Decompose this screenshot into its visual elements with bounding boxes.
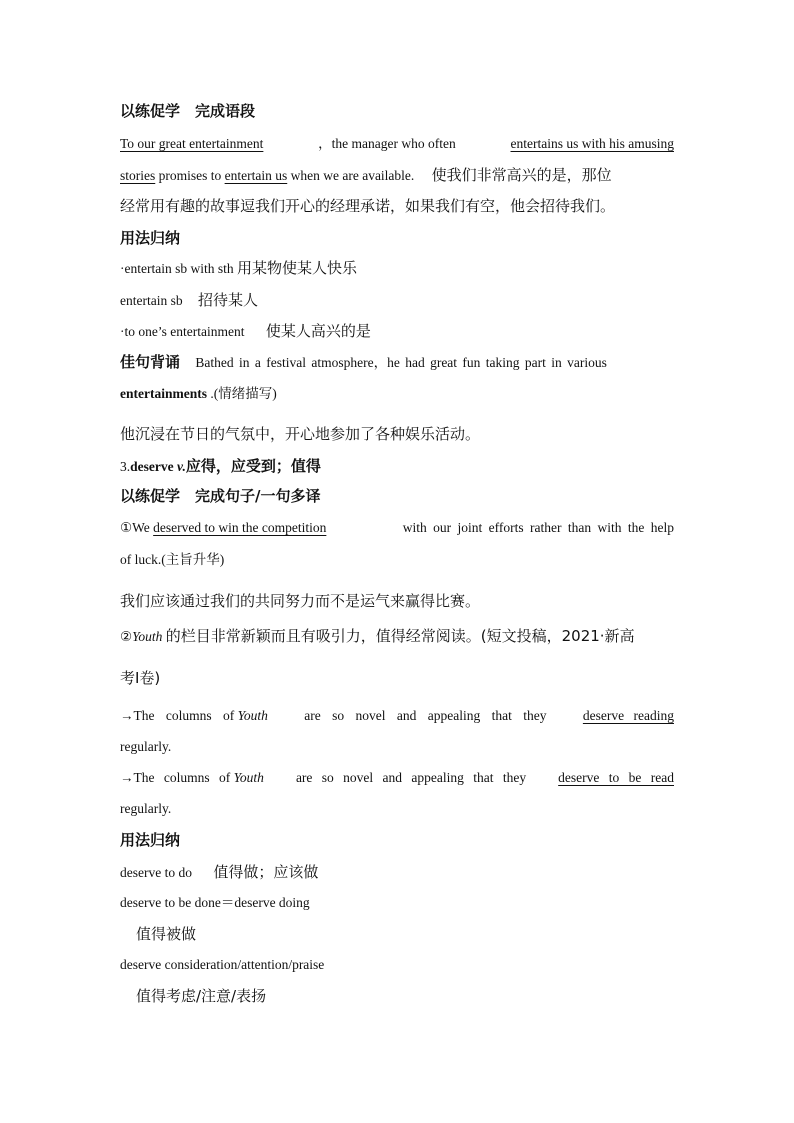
translation-text: 我们应该通过我们的共同努力而不是运气来赢得比赛。 <box>120 592 481 610</box>
practice-heading: 以练促学 完成语段 <box>120 102 256 120</box>
text-run: ，the manager who often <box>318 136 456 151</box>
translation-text: 考Ⅰ卷) <box>120 669 161 687</box>
usage-en: deserve to be done＝deserve doing <box>120 895 310 910</box>
usage-en: deserve consideration/attention/praise <box>120 957 325 972</box>
exercise-line: of luck.(主旨升华) <box>120 552 225 567</box>
text-run: .(情绪描写) <box>210 386 277 401</box>
title-italic: Youth <box>237 708 268 723</box>
usage-cn: 用某物使某人快乐 <box>236 259 357 277</box>
usage-item <box>120 290 258 311</box>
translation-text: 使我们非常高兴的是，那位 <box>431 166 612 184</box>
usage-cn: 值得做；应该做 <box>213 863 319 881</box>
key-word: entertainments <box>120 386 207 401</box>
paragraph-line <box>120 165 674 186</box>
answer-blank: deserve to be read <box>558 770 674 785</box>
practice-heading: 以练促学 完成句子/一句多译 <box>120 487 321 505</box>
usage-item <box>120 862 318 883</box>
text-run: with our joint efforts rather than with the help <box>402 520 674 535</box>
text-run: ①We <box>120 520 150 535</box>
entry-number: 3. <box>120 459 131 474</box>
text-run: are so novel and appealing that they <box>295 770 527 785</box>
usage-heading: 用法归纳 <box>120 229 181 247</box>
good-sentence <box>120 352 674 373</box>
usage-en: ·to one’s entertainment <box>120 324 245 339</box>
exercise-line <box>120 518 674 538</box>
answer-blank: deserve reading <box>582 708 674 723</box>
text-run: →The columns of <box>120 770 231 785</box>
exercise-line <box>120 626 680 647</box>
usage-en: entertain sb <box>120 293 183 308</box>
usage-en: ·entertain sb with sth <box>120 261 234 276</box>
text-run: regularly. <box>120 801 172 816</box>
title-italic: Youth <box>132 629 163 644</box>
usage-item <box>120 321 371 342</box>
usage-cn: 招待某人 <box>197 291 258 309</box>
entry-meaning: 应得，应受到；值得 <box>185 457 321 475</box>
usage-item <box>120 258 357 279</box>
answer-blank: entertains us with his amusing <box>510 136 674 151</box>
text-run: regularly. <box>120 739 172 754</box>
usage-cn: 值得被做 <box>136 925 197 943</box>
title-italic: Youth <box>233 770 264 785</box>
rewrite-line <box>120 706 674 726</box>
usage-cn: 值得考虑/注意/表扬 <box>136 987 267 1005</box>
usage-cn: 使某人高兴的是 <box>265 322 371 340</box>
answer-blank: deserved to win the competition <box>153 520 327 535</box>
good-sentence-label: 佳句背诵 <box>120 353 181 371</box>
rewrite-line <box>120 768 674 788</box>
answer-blank: To our great entertainment <box>120 136 264 151</box>
text-run: ② <box>120 629 133 644</box>
good-sentence-text: Bathed in a festival atmosphere，he had great fun taking part in various <box>195 355 607 370</box>
translation-text: 经常用有趣的故事逗我们开心的经理承诺，如果我们有空，他会招待我们。 <box>120 197 616 215</box>
word-entry <box>120 456 321 477</box>
translation-text: 他沉浸在节日的气氛中，开心地参加了各种娱乐活动。 <box>120 425 481 443</box>
text-run: →The columns of <box>120 708 235 723</box>
entry-pos: v. <box>176 459 186 474</box>
usage-en: deserve to do <box>120 865 192 880</box>
entry-word: deserve <box>130 459 174 474</box>
answer-blank: stories <box>120 168 156 183</box>
answer-blank: entertain us <box>224 168 288 183</box>
text-run: are so novel and appealing that they <box>304 708 547 723</box>
text-run: promises to <box>158 168 222 183</box>
good-sentence-cont <box>120 384 277 404</box>
usage-heading: 用法归纳 <box>120 831 181 849</box>
translation-text: 的栏目非常新颖而且有吸引力，值得经常阅读。(短文投稿，2021·新高 <box>165 627 635 645</box>
paragraph-line <box>120 134 674 154</box>
text-run: when we are available. <box>290 168 415 183</box>
